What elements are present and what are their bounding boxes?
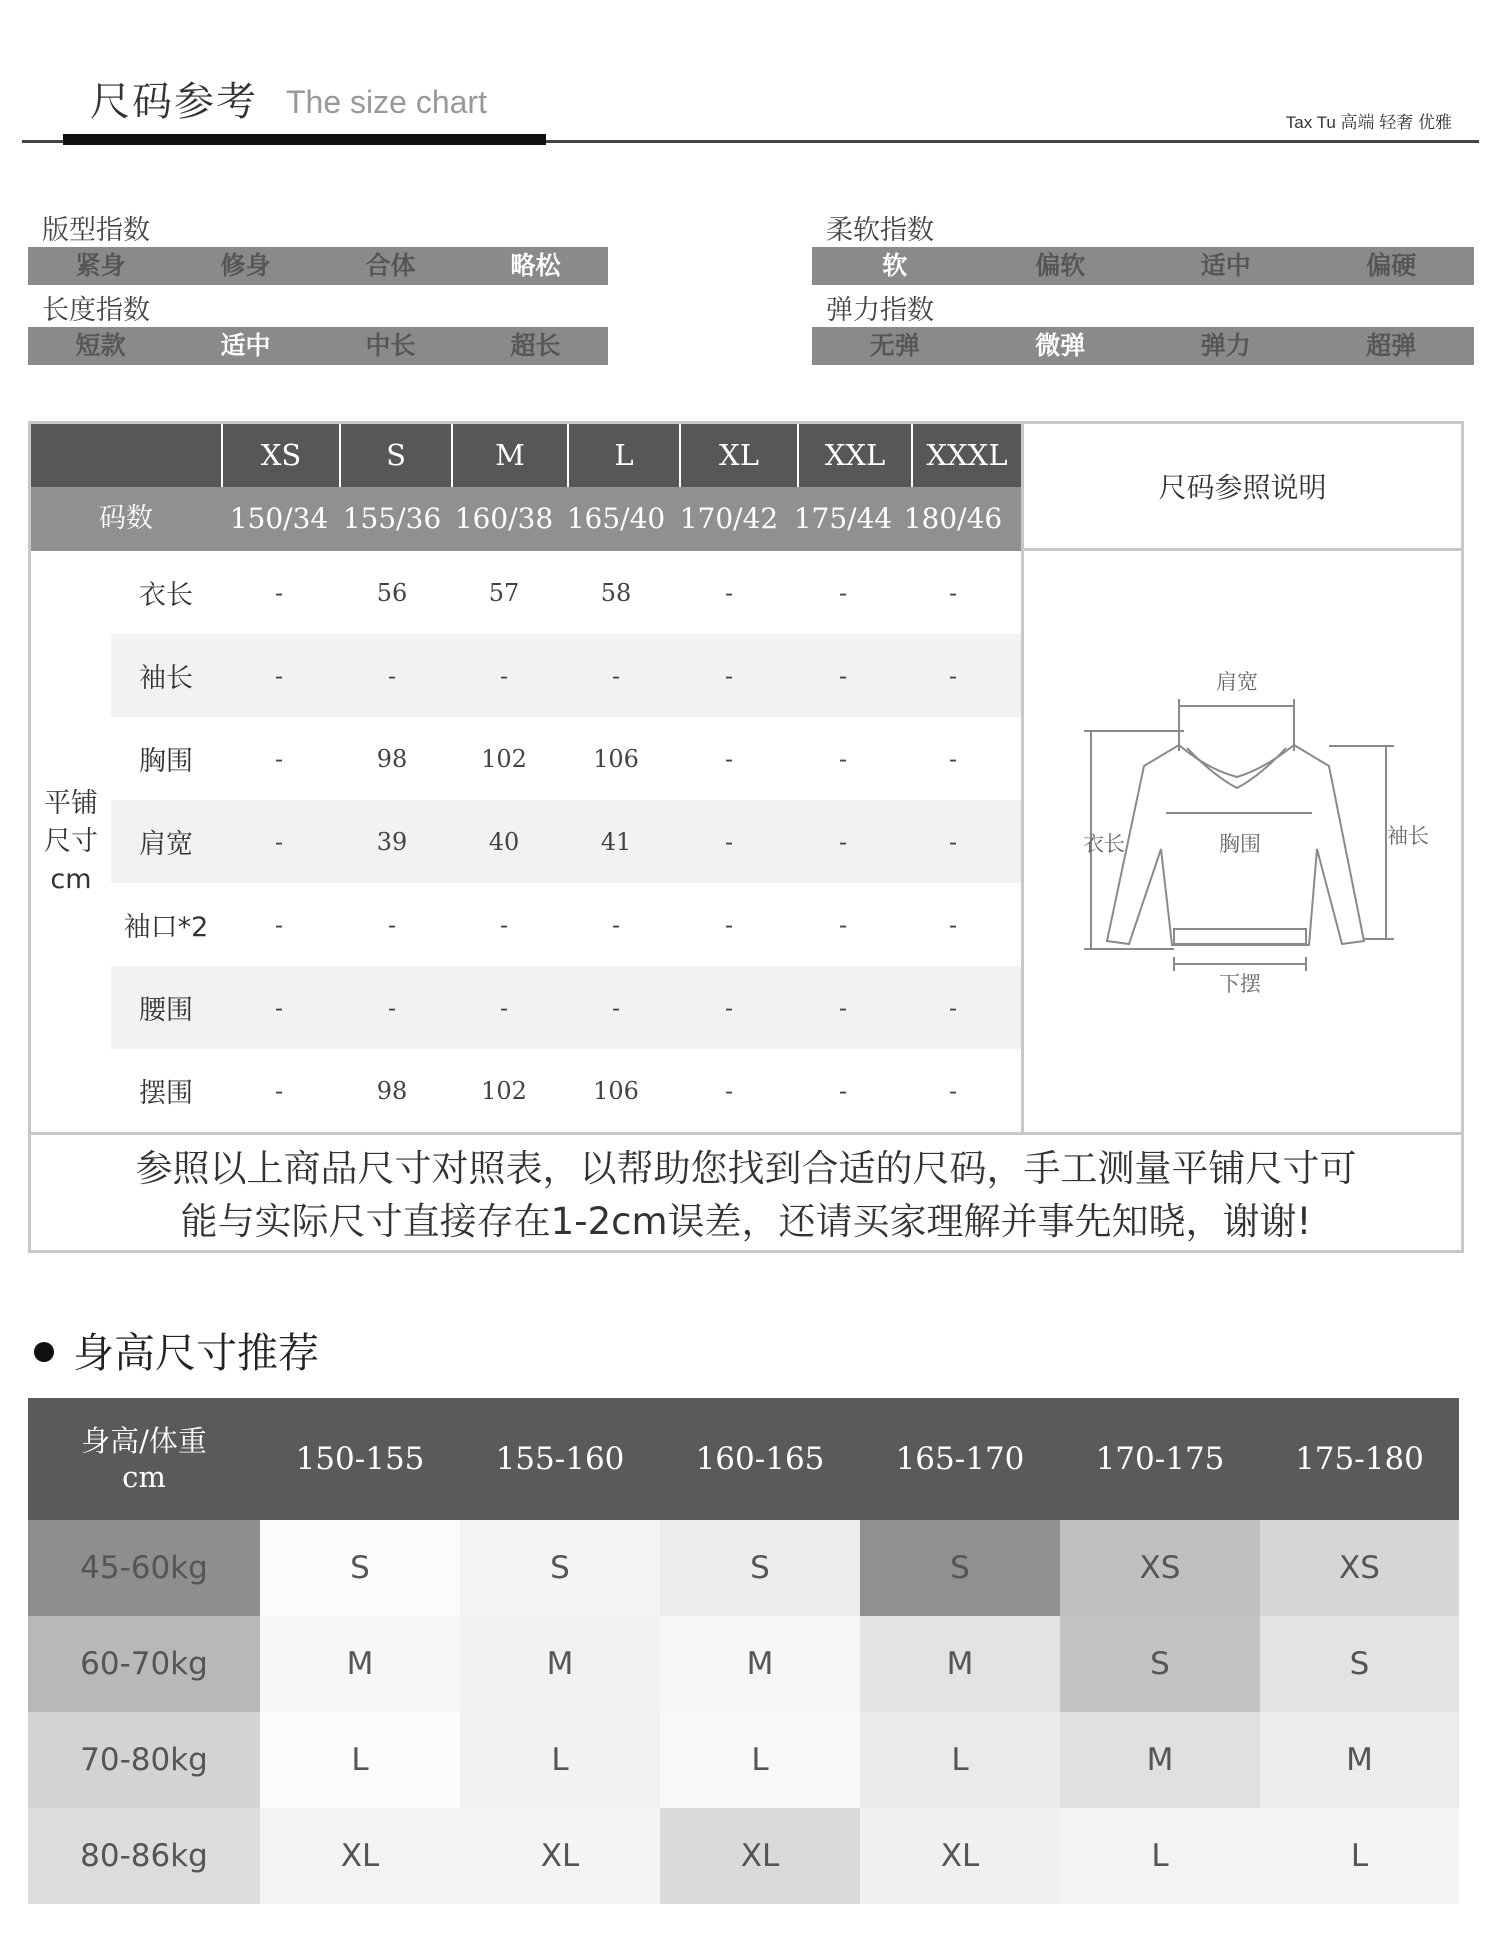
row-name: 摆围: [139, 1078, 193, 1109]
table-row: [111, 634, 1021, 717]
cell-value: 39: [376, 827, 408, 856]
cell-value: -: [838, 1076, 848, 1105]
recommend-cell: L: [1060, 1808, 1260, 1904]
cell-value: -: [274, 578, 284, 607]
recommend-cell: M: [1260, 1712, 1459, 1808]
cell-value: -: [724, 910, 734, 939]
fit-option: 合体: [365, 251, 416, 280]
cell-value: -: [838, 827, 848, 856]
cell-value: 58: [600, 578, 632, 607]
corner-label: 身高/体重: [81, 1424, 207, 1458]
length-option-selected: 适中: [220, 331, 271, 360]
softness-index-bar: [812, 247, 1474, 285]
softness-option: 适中: [1200, 251, 1251, 280]
recommend-cell: XL: [660, 1808, 860, 1904]
fit-option: 紧身: [75, 251, 126, 280]
recommend-cell: M: [460, 1616, 660, 1712]
fit-option: 修身: [220, 251, 271, 280]
flat-size-group-label: 平铺尺寸 cm: [44, 787, 98, 895]
table-row: [111, 1049, 1021, 1132]
size-label: XXXL: [911, 424, 1021, 487]
size-code: 155/36: [342, 502, 442, 535]
fit-index-label: 版型指数: [42, 215, 150, 246]
cell-value: -: [499, 661, 509, 690]
cell-value: -: [274, 661, 284, 690]
cell-value: -: [724, 661, 734, 690]
size-table: [28, 421, 1464, 1253]
row-name: 胸围: [139, 746, 193, 777]
fit-index-bar: [28, 247, 608, 285]
recommend-cell: L: [1260, 1808, 1459, 1904]
recommend-cell: M: [860, 1616, 1060, 1712]
cell-value: -: [499, 910, 509, 939]
height-label: 155-160: [495, 1441, 625, 1477]
code-label: 码数: [99, 503, 153, 534]
cell-value: -: [724, 827, 734, 856]
cell-value: -: [724, 1076, 734, 1105]
softness-option: 偏软: [1035, 251, 1086, 280]
cell-value: -: [611, 993, 621, 1022]
recommend-cell: XS: [1060, 1520, 1260, 1616]
cell-value: 106: [593, 1076, 639, 1105]
cell-value: -: [611, 910, 621, 939]
recommend-cell: S: [660, 1520, 860, 1616]
diagram-label-sleeve: 袖长: [1387, 824, 1429, 848]
recommend-cell: M: [1060, 1712, 1260, 1808]
size-header-row: [31, 424, 1021, 487]
cell-value: -: [948, 661, 958, 690]
recommend-cell: L: [460, 1712, 660, 1808]
title-underline: [63, 134, 546, 145]
cell-value: 56: [376, 578, 408, 607]
cell-value: 98: [376, 1076, 408, 1105]
size-code: 180/46: [903, 502, 1003, 535]
row-name: 袖长: [139, 663, 193, 694]
length-index-label: 长度指数: [42, 295, 150, 326]
recommend-cell: S: [460, 1520, 660, 1616]
recommend-cell: XL: [460, 1808, 660, 1904]
size-label: XXL: [797, 424, 911, 487]
row-name: 腰围: [139, 995, 193, 1026]
measurement-note: [31, 1132, 1461, 1250]
recommend-cell: M: [260, 1616, 460, 1712]
recommend-cell: S: [1260, 1616, 1459, 1712]
table-row: [111, 717, 1021, 800]
weight-label: 80-86kg: [28, 1808, 260, 1904]
cell-value: 102: [481, 1076, 527, 1105]
weight-label: 60-70kg: [28, 1616, 260, 1712]
cell-value: -: [274, 910, 284, 939]
size-code: 170/42: [679, 502, 779, 535]
elastic-option-selected: 微弹: [1035, 331, 1086, 360]
page-subtitle: The size chart: [286, 84, 487, 120]
sweater-diagram-cell: [1021, 551, 1461, 1132]
cell-value: 40: [488, 827, 520, 856]
note-line: 参照以上商品尺寸对照表，以帮助您找到合适的尺码，手工测量平铺尺寸可: [135, 1147, 1357, 1190]
height-label: 165-170: [895, 1441, 1025, 1477]
size-code: 165/40: [566, 502, 666, 535]
cell-value: -: [838, 744, 848, 773]
cell-value: -: [387, 993, 397, 1022]
cell-value: -: [274, 993, 284, 1022]
size-label: S: [339, 424, 451, 487]
cell-value: -: [274, 744, 284, 773]
recommend-row: [28, 1616, 1459, 1712]
softness-index-label: 柔软指数: [826, 215, 934, 246]
size-code: 150/34: [229, 502, 329, 535]
cell-value: -: [499, 993, 509, 1022]
cell-value: -: [948, 993, 958, 1022]
height-label: 150-155: [295, 1441, 425, 1477]
elastic-option: 弹力: [1200, 331, 1251, 360]
diagram-label-chest: 胸围: [1219, 832, 1261, 856]
size-label: M: [451, 424, 567, 487]
height-label: 170-175: [1095, 1441, 1225, 1477]
cell-value: -: [274, 827, 284, 856]
recommend-cell: XS: [1260, 1520, 1459, 1616]
recommend-table: [28, 1398, 1459, 1904]
recommend-cell: XL: [860, 1808, 1060, 1904]
softness-option: 偏硬: [1366, 251, 1417, 280]
elastic-option: 超弹: [1366, 331, 1417, 360]
row-name: 衣长: [139, 580, 193, 611]
table-row: [111, 883, 1021, 966]
cell-value: -: [948, 910, 958, 939]
height-label: 160-165: [695, 1441, 825, 1477]
height-label: 175-180: [1295, 1441, 1424, 1477]
cell-value: -: [724, 578, 734, 607]
recommend-cell: S: [260, 1520, 460, 1616]
length-option: 超长: [510, 331, 561, 360]
diagram-label-length: 衣长: [1083, 832, 1125, 856]
length-option: 中长: [365, 331, 416, 360]
cell-value: -: [611, 661, 621, 690]
row-name: 袖口*2: [123, 912, 209, 943]
length-option: 短款: [75, 331, 126, 360]
cell-value: 106: [593, 744, 639, 773]
diagram-label-shoulder: 肩宽: [1216, 670, 1258, 694]
table-row: [111, 966, 1021, 1049]
bullet-dot: [34, 1342, 54, 1362]
recommend-cell: L: [260, 1712, 460, 1808]
note-line: 能与实际尺寸直接存在1-2cm误差，还请买家理解并事先知晓，谢谢!: [180, 1200, 1312, 1243]
cell-value: 98: [376, 744, 408, 773]
brand-tagline: Tax Tu 高端 轻奢 优雅: [1285, 113, 1452, 132]
cell-value: -: [274, 1076, 284, 1105]
recommend-title: 身高尺寸推荐: [73, 1329, 319, 1377]
cell-value: -: [838, 661, 848, 690]
recommend-cell: S: [860, 1520, 1060, 1616]
cell-value: -: [948, 1076, 958, 1105]
sweater-diagram: [1024, 551, 1461, 1132]
diagram-label-hem: 下摆: [1219, 972, 1261, 996]
cell-value: 57: [488, 578, 520, 607]
code-header-row: [31, 487, 1021, 551]
cell-value: -: [724, 744, 734, 773]
weight-label: 45-60kg: [28, 1520, 260, 1616]
recommend-cell: S: [1060, 1616, 1260, 1712]
size-reference-title: 尺码参照说明: [1021, 424, 1461, 551]
elastic-index-label: 弹力指数: [826, 295, 934, 326]
cell-value: -: [838, 578, 848, 607]
elastic-index-bar: [812, 327, 1474, 365]
recommend-row: [28, 1520, 1459, 1616]
page-title: 尺码参考: [90, 79, 258, 125]
row-name: 肩宽: [139, 829, 193, 860]
size-label: L: [567, 424, 679, 487]
sweater-hem-rib: [1174, 929, 1306, 944]
recommend-corner: [28, 1398, 260, 1520]
recommend-cell: M: [660, 1616, 860, 1712]
cell-value: -: [387, 910, 397, 939]
cell-value: -: [387, 661, 397, 690]
cell-value: 41: [600, 827, 632, 856]
recommend-row: [28, 1712, 1459, 1808]
table-row: [111, 800, 1021, 883]
recommend-cell: L: [660, 1712, 860, 1808]
corner-unit: cm: [122, 1460, 166, 1494]
size-code: 160/38: [454, 502, 554, 535]
recommend-cell: XL: [260, 1808, 460, 1904]
fit-option-selected: 略松: [510, 251, 561, 280]
weight-label: 70-80kg: [28, 1712, 260, 1808]
cell-value: -: [948, 578, 958, 607]
size-label: XL: [679, 424, 797, 487]
size-code: 175/44: [793, 502, 893, 535]
recommend-row: [28, 1808, 1459, 1904]
cell-value: 102: [481, 744, 527, 773]
length-index-bar: [28, 327, 608, 365]
softness-option-selected: 软: [882, 251, 908, 280]
table-row: [111, 551, 1021, 634]
elastic-option: 无弹: [869, 331, 920, 360]
size-label: XS: [221, 424, 339, 487]
cell-value: -: [948, 827, 958, 856]
recommend-header-row: [28, 1398, 1459, 1520]
cell-value: -: [838, 993, 848, 1022]
cell-value: -: [724, 993, 734, 1022]
recommend-cell: L: [860, 1712, 1060, 1808]
sweater-neckline: [1187, 748, 1286, 788]
cell-value: -: [948, 744, 958, 773]
cell-value: -: [838, 910, 848, 939]
